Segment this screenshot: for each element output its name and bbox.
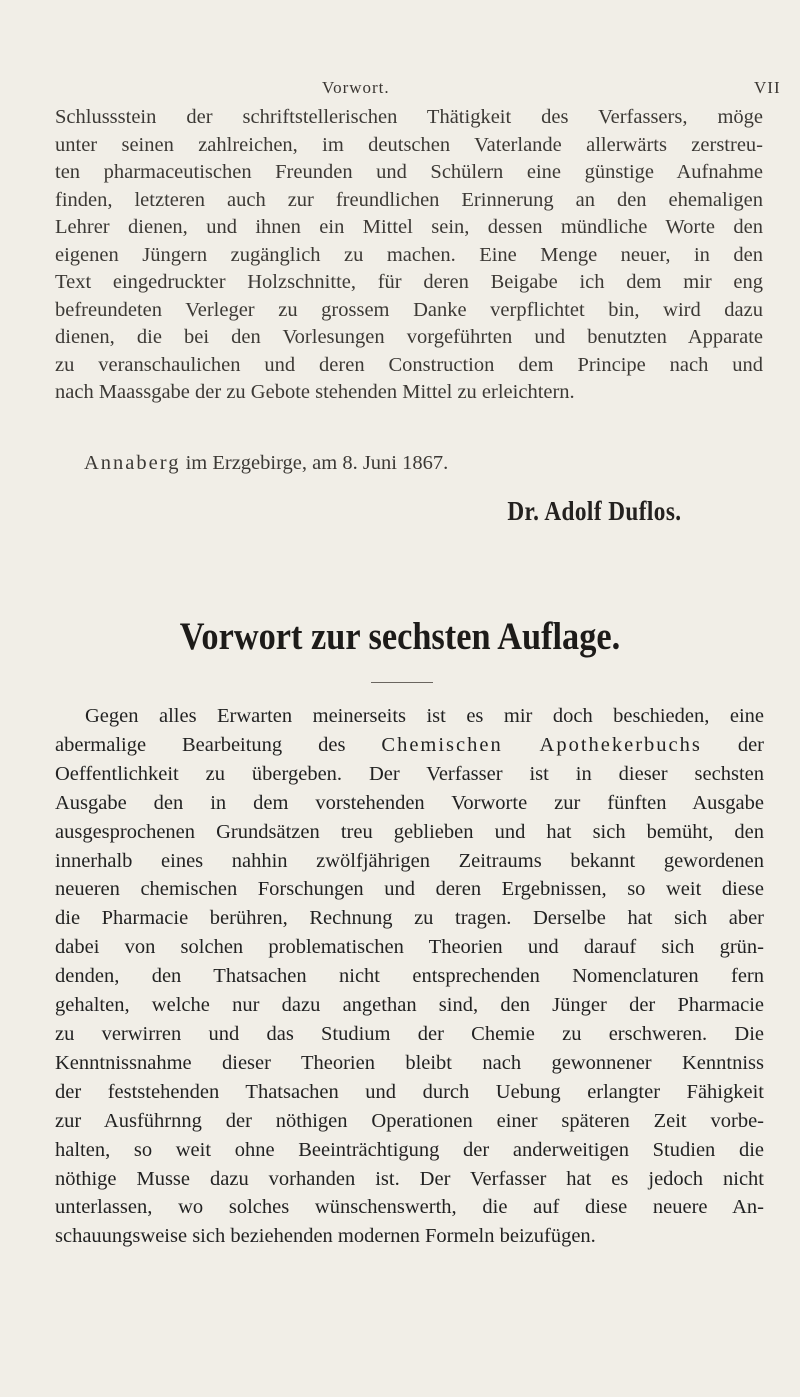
book-title-emphasis: Chemischen Apothekerbuchs — [381, 733, 702, 756]
text-line: gehalten, welche nur dazu angethan sind, den Jünger der Pharmacie — [55, 994, 764, 1017]
text-fragment: der — [701, 733, 765, 756]
text-line: unter seinen zahlreichen, im deutschen Vaterlande allerwärts zerstreu- — [55, 133, 763, 156]
text-line: halten, so weit ohne Beeinträchtigung der anderweitigen Studien die — [55, 1138, 764, 1161]
running-title: Vorwort. — [322, 78, 390, 97]
text-line: denden, den Thatsachen nicht entsprechenden Nomenclaturen fern — [55, 965, 764, 988]
text-line: innerhalb eines nahhin zwölfjährigen Zeitraums bekannt gewordenen — [55, 849, 764, 872]
author-signature: Dr. Adolf Duflos. — [507, 496, 682, 526]
text-line: schauungsweise sich beziehenden modernen Formeln beizufügen. — [55, 1225, 596, 1248]
text-line: finden, letzteren auch zur freundlichen Erinnerung an den ehemaligen — [55, 188, 763, 211]
place-name: Annaberg — [84, 452, 181, 474]
text-line — [55, 731, 764, 760]
text-line: zu veranschaulichen und deren Construction dem Principe nach und — [55, 353, 763, 376]
preface-sixth-paragraph — [55, 702, 764, 1251]
text-line: befreundeten Verleger zu grossem Danke verpflichtet bin, wird dazu — [55, 298, 763, 321]
text-line: eigenen Jüngern zugänglich zu machen. Eine Menge neuer, in den — [55, 243, 763, 266]
text-line: Text eingedruckter Holzschnitte, für deren Beigabe ich dem mir eng — [55, 271, 763, 293]
text-line: Schlussstein der schriftstellerischen Thätigkeit des Verfassers, möge — [55, 106, 763, 128]
text-line: dabei von solchen problematischen Theorien und darauf sich grün- — [55, 936, 764, 959]
text-line: nöthige Musse dazu vorhanden ist. Der Verfasser hat es jedoch nicht — [55, 1167, 764, 1190]
text-line: unterlassen, wo solches wünschenswerth, die auf diese neuere An- — [55, 1196, 764, 1219]
text-line: zur Ausführnng der nöthigen Operationen einer späteren Zeit vorbe- — [55, 1109, 764, 1132]
text-line: Gegen alles Erwarten meinerseits ist es mir doch beschieden, eine — [85, 705, 764, 727]
date-text: im Erzgebirge, am 8. Juni 1867. — [180, 452, 449, 474]
text-line: Ausgabe den in dem vorstehenden Vorworte zur fünften Ausgabe — [55, 791, 764, 814]
text-line: neueren chemischen Forschungen und deren Ergebnissen, so weit diese — [55, 878, 764, 901]
divider-rule — [371, 682, 433, 683]
page-number: VII — [754, 78, 781, 97]
text-line: ausgesprochenen Grundsätzen treu geblieben und hat sich bemüht, den — [55, 820, 764, 843]
text-line: zu verwirren und das Studium der Chemie zu erschweren. Die — [55, 1022, 764, 1045]
text-line: Kenntnissnahme dieser Theorien bleibt nach gewonnener Kenntniss — [55, 1051, 764, 1074]
text-line: dienen, die bei den Vorlesungen vorgeführten und benutzten Apparate — [55, 326, 763, 348]
text-line: Oeffentlichkeit zu übergeben. Der Verfasser ist in dieser sechsten — [55, 762, 764, 785]
text-line: der feststehenden Thatsachen und durch Uebung erlangter Fähigkeit — [55, 1080, 764, 1103]
text-line: nach Maassgabe der zu Gebote stehenden Mittel zu erleichtern. — [55, 381, 575, 403]
text-line: ten pharmaceutischen Freunden und Schülern eine günstige Aufnahme — [55, 161, 763, 183]
section-title: Vorwort zur sechsten Auflage. — [179, 615, 621, 658]
text-line: Lehrer dienen, und ihnen ein Mittel sein, dessen mündliche Worte den — [55, 216, 763, 238]
text-line: die Pharmacie berühren, Rechnung zu tragen. Derselbe hat sich aber — [55, 907, 764, 930]
text-fragment: abermalige Bearbeitung des — [55, 733, 382, 756]
dateline — [84, 452, 448, 475]
preface-first-paragraph — [55, 104, 763, 407]
